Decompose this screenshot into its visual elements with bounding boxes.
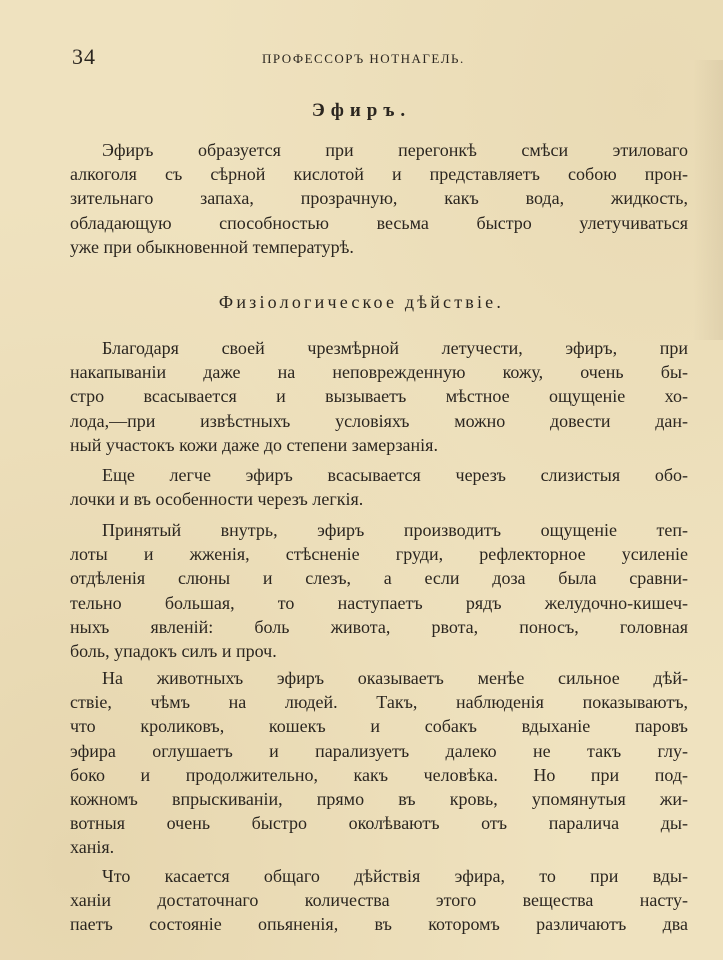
text-line: стро всасывается и вызываетъ мѣстное ощущенiе хо- [70,386,688,407]
text-line: На животныхъ эфиръ оказываетъ менѣе сильное дѣй- [102,668,688,688]
text-line: уже при обыкновенной температурѣ. [70,236,354,257]
paragraph [70,518,688,663]
text-line: что кроликовъ, кошекъ и собакъ вдыханiе паровъ [70,716,688,737]
text-line: Еще легче эфиръ всасывается черезъ слизистыя обо- [102,465,688,485]
text-line: ханiи достаточнаго количества этого вещества насту- [70,890,688,911]
page-number: 34 [72,44,96,69]
paragraph [70,864,688,937]
section-title: Эфиръ. [311,100,412,121]
running-title: ПРОФЕССОРЪ НОТНАГЕЛЬ. [262,51,465,66]
running-head [72,44,690,74]
paragraph [70,138,688,259]
text-line: обладающую способностью весьма быстро улетучиваться [70,212,688,233]
text-line: лоты и жженiя, стѣсненiе груди, рефлекторное усиленiе [70,544,688,565]
text-line: отдѣленiя слюны и слезъ, а если доза была сравни- [70,568,688,589]
text-line: ныхъ явленiй: боль живота, рвота, поносъ, головная [70,616,688,637]
text-line: алкоголя съ сѣрной кислотой и представляетъ собою прон- [70,164,688,185]
text-line: ханiя. [70,837,115,858]
text-line: ный участокъ кожи даже до степени замерзанія. [70,434,438,455]
text-line: Эфиръ образуется при перегонкѣ смѣси этиловаго [102,140,688,160]
text-line: накапываніи даже на неповрежденную кожу, очень бы- [70,362,688,383]
paragraph [70,666,688,860]
text-line: лода,—при извѣстныхъ условiяхъ можно довести дан- [70,410,688,431]
text-line: лочки и въ особенности черезъ легкiя. [70,489,364,510]
paragraph [70,336,688,457]
text-line: вотныя очень быстро околѣваютъ отъ паралича ды- [70,813,688,834]
text-line: боль, упадокъ силъ и проч. [70,641,277,662]
text-line: боко и продолжительно, какъ человѣка. Но при под- [70,764,688,785]
text-line: кожномъ впрыскиванiи, прямо въ кровь, упомянутыя жи- [70,789,688,810]
text-line: Что касается общаго дѣйствiя эфира, то при вды- [102,866,688,886]
text-line: зительнаго запаха, прозрачную, какъ вода, жидкость, [70,188,688,209]
text-line: тельно большая, то наступаетъ рядъ желудочно-кишеч- [70,592,688,613]
text-line: паетъ состоянiе опьяненiя, въ которомъ различаютъ два [70,914,688,935]
text-line: Благодаря своей чрезмѣрной летучести, эфиръ, при [102,338,688,358]
paragraph [70,463,688,511]
text-line: ствiе, чѣмъ на людей. Такъ, наблюденiя показываютъ, [70,692,688,713]
text-line: Принятый внутрь, эфиръ производитъ ощущенiе теп- [102,520,688,540]
subsection-title: Физiологическое дѣйствiе. [218,292,505,312]
text-line: эфира оглушаетъ и парализуетъ далеко не такъ глу- [70,740,688,761]
